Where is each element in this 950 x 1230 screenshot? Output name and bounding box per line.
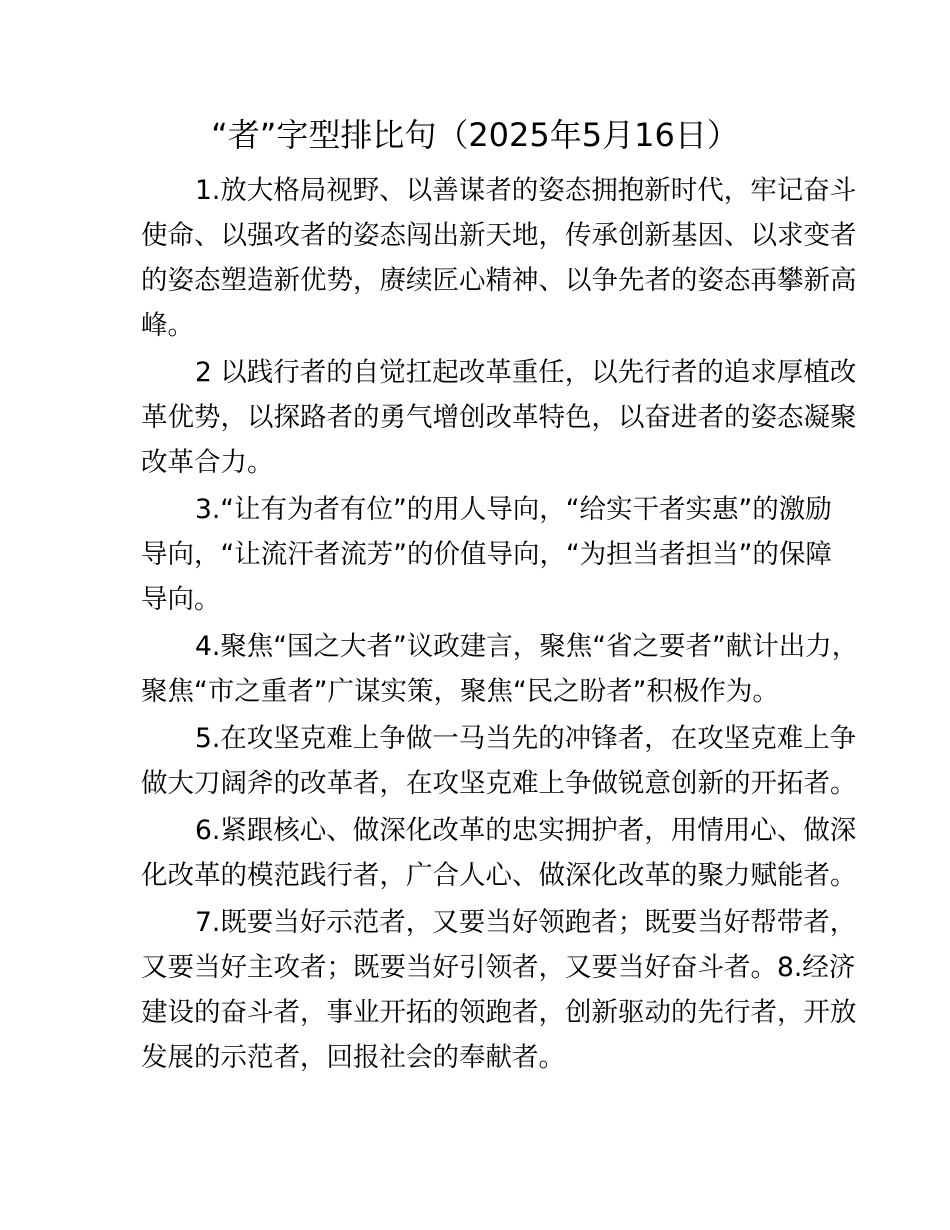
paragraph-6 [141, 808, 857, 898]
document-body [141, 168, 859, 1082]
paragraph-line: 使命、以强攻者的姿态闯出新天地，传承创新基因、以求变者 [141, 220, 857, 251]
paragraph-line: 导向。 [141, 584, 221, 615]
paragraph-5 [141, 716, 857, 806]
paragraph-line: 5.在攻坚克难上争做一马当先的冲锋者，在攻坚克难上争 [195, 723, 857, 754]
paragraph-line: 的姿态塑造新优势，赓续匠心精神、以争先者的姿态再攀新高 [141, 265, 857, 296]
paragraph-line: 3.“让有为者有位”的用人导向，“给实干者实惠”的激励 [195, 494, 832, 525]
paragraph-line: 做大刀阔斧的改革者，在攻坚克难上争做锐意创新的开拓者。 [141, 768, 857, 799]
paragraph-1 [141, 168, 857, 348]
paragraph-7 [141, 900, 857, 1080]
paragraph-line: 聚焦“市之重者”广谋实策，聚焦“民之盼者”积极作为。 [141, 676, 779, 707]
paragraph-line: 7.既要当好示范者，又要当好领跑者；既要当好帮带者， [195, 907, 857, 938]
paragraph-line: 化改革的模范践行者，广合人心、做深化改革的聚力赋能者。 [141, 860, 857, 891]
paragraph-line: 1.放大格局视野、以善谋者的姿态拥抱新时代，牢记奋斗 [195, 175, 857, 206]
paragraph-line: 革优势，以探路者的勇气增创改革特色，以奋进者的姿态凝聚 [141, 402, 857, 433]
paragraph-line: 4.聚焦“国之大者”议政建言，聚焦“省之要者”献计出力， [195, 631, 859, 662]
paragraph-2 [141, 350, 857, 485]
paragraph-line: 峰。 [141, 310, 194, 341]
paragraph-line: 6.紧跟核心、做深化改革的忠实拥护者，用情用心、做深 [195, 815, 857, 846]
paragraph-line: 导向，“让流汗者流芳”的价值导向，“为担当者担当”的保障 [141, 539, 832, 570]
paragraph-line: 2 以践行者的自觉扛起改革重任，以先行者的追求厚植改 [195, 357, 857, 388]
document-title: “者”字型排比句（2025年5月16日） [211, 116, 739, 154]
paragraph-line: 建设的奋斗者，事业开拓的领跑者，创新驱动的先行者，开放 [141, 997, 857, 1028]
paragraph-line: 发展的示范者，回报社会的奉献者。 [141, 1042, 565, 1073]
paragraph-line: 改革合力。 [141, 447, 274, 478]
paragraph-3 [141, 487, 832, 622]
paragraph-line: 又要当好主攻者；既要当好引领者，又要当好奋斗者。8.经济 [141, 952, 856, 983]
paragraph-4 [141, 624, 859, 714]
